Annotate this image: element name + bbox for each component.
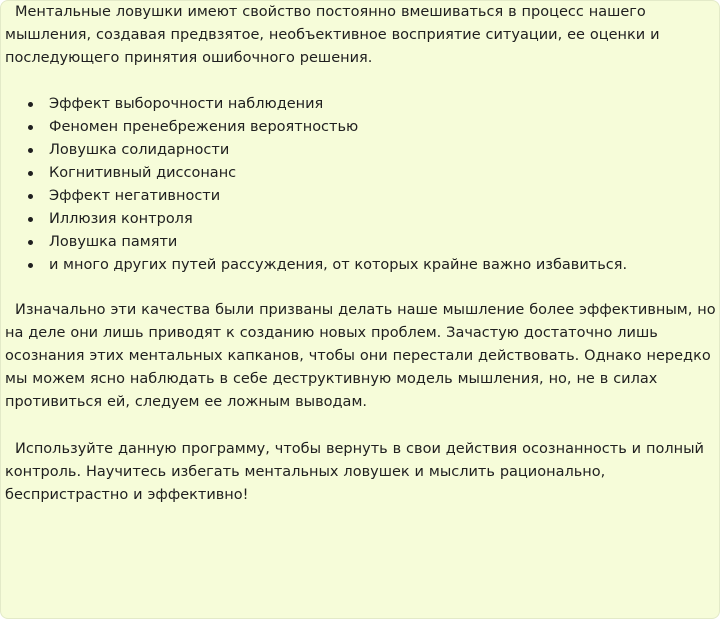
list-item — [1, 162, 717, 185]
body-paragraph: Изначально эти качества были призваны делать наше мышление более эффективным, но на деле они лишь приводят к созданию новых проблем. Зачастую достаточно лишь осознания этих ментальных капканов, чтобы они перестали действовать. Однако нередко мы можем ясно наблюдать в себе деструктивную модель мышления, но, не в силах противиться ей, следуем ее ложным выводам. — [5, 302, 716, 410]
bullet-icon — [28, 102, 33, 107]
bullet-icon — [28, 125, 33, 130]
list-item — [1, 208, 717, 231]
list-item-label: Феномен пренебрежения вероятностью — [49, 119, 359, 135]
list-item — [1, 254, 717, 277]
list-item-label: Когнитивный диссонанс — [49, 165, 237, 181]
call-to-action-paragraph: Используйте данную программу, чтобы вернуть в свои действия осознанность и полный контроль. Научитесь избегать ментальных ловушек и мыслить рационально, беспристрастно и эффективно! — [5, 441, 704, 503]
list-item — [1, 185, 717, 208]
bullet-icon — [28, 171, 33, 176]
bullet-icon — [28, 217, 33, 222]
list-item — [1, 93, 717, 116]
list-item-label: Ловушка памяти — [49, 234, 178, 250]
list-item-label: и много других путей рассуждения, от которых крайне важно избавиться. — [49, 257, 628, 273]
list-item-label: Эффект выборочности наблюдения — [49, 96, 324, 112]
list-item-label: Иллюзия контроля — [49, 211, 193, 227]
bullet-icon — [28, 194, 33, 199]
list-item-label: Ловушка солидарности — [49, 142, 230, 158]
list-item — [1, 116, 717, 139]
bullet-icon — [28, 240, 33, 245]
bullet-icon — [28, 263, 33, 268]
intro-paragraph: Ментальные ловушки имеют свойство постоянно вмешиваться в процесс нашего мышления, создавая предвзятое, необъективное восприятие ситуации, ее оценки и последующего принятия ошибочного решения. — [5, 4, 660, 66]
list-item-label: Эффект негативности — [49, 188, 221, 204]
bullet-icon — [28, 148, 33, 153]
list-item — [1, 139, 717, 162]
mental-traps-list — [1, 93, 717, 277]
list-item — [1, 231, 717, 254]
